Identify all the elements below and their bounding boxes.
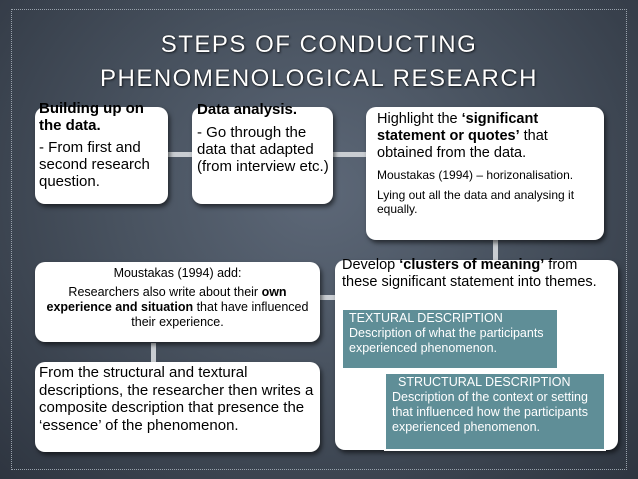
- step-researcher-experience-text: [42, 266, 313, 330]
- step-highlight-ref: Moustakas (1994) – horizonalisation.: [377, 168, 574, 182]
- structural-description-box: [384, 372, 606, 451]
- step-building-up-text: [39, 100, 165, 190]
- title-line-2: PHENOMENOLOGICAL RESEARCH: [99, 65, 539, 92]
- textural-heading: TEXTURAL DESCRIPTION: [349, 311, 503, 325]
- textural-description-box: [341, 308, 559, 370]
- textural-body: Description of what the participants experienced phenomenon.: [349, 326, 544, 355]
- step-clusters-main: Develop ‘clusters of meaning’ from these significant statement into themes.: [342, 257, 597, 290]
- step-building-up-heading: Building up on the data.: [39, 100, 144, 134]
- connector-2-3: [330, 152, 368, 157]
- step-highlight-main: Highlight the ‘significant statement or quotes’ that obtained from the data.: [377, 111, 548, 161]
- step-researcher-body: Researchers also write about their own experience and situation that have influenced their experience.: [46, 285, 309, 329]
- step-highlight-note: Lying out all the data and analysing it equally.: [377, 188, 575, 216]
- title-line-1: STEPS OF CONDUCTING: [160, 31, 478, 58]
- structural-heading: STRUCTURAL DESCRIPTION: [398, 375, 571, 389]
- step-data-analysis-heading: Data analysis.: [197, 101, 298, 118]
- connector-1-2: [165, 152, 195, 157]
- step-clusters-text: [342, 257, 614, 291]
- step-data-analysis-text: [197, 101, 331, 175]
- step-highlight-text: [377, 111, 601, 216]
- structural-body: Description of the context or setting that influenced how the participants experienced phenomenon.: [392, 390, 588, 434]
- slide-title: [0, 28, 638, 96]
- step-composite-text: [39, 364, 317, 434]
- step-composite-body: From the structural and textural descriptions, the researcher then writes a composite description that presence the ‘essence’ of the phenomenon.: [39, 364, 314, 434]
- step-researcher-ref: Moustakas (1994) add:: [113, 266, 242, 280]
- step-building-up-body: - From first and second research question.: [39, 139, 150, 190]
- step-data-analysis-body: - Go through the data that adapted (from interview etc.): [197, 124, 329, 175]
